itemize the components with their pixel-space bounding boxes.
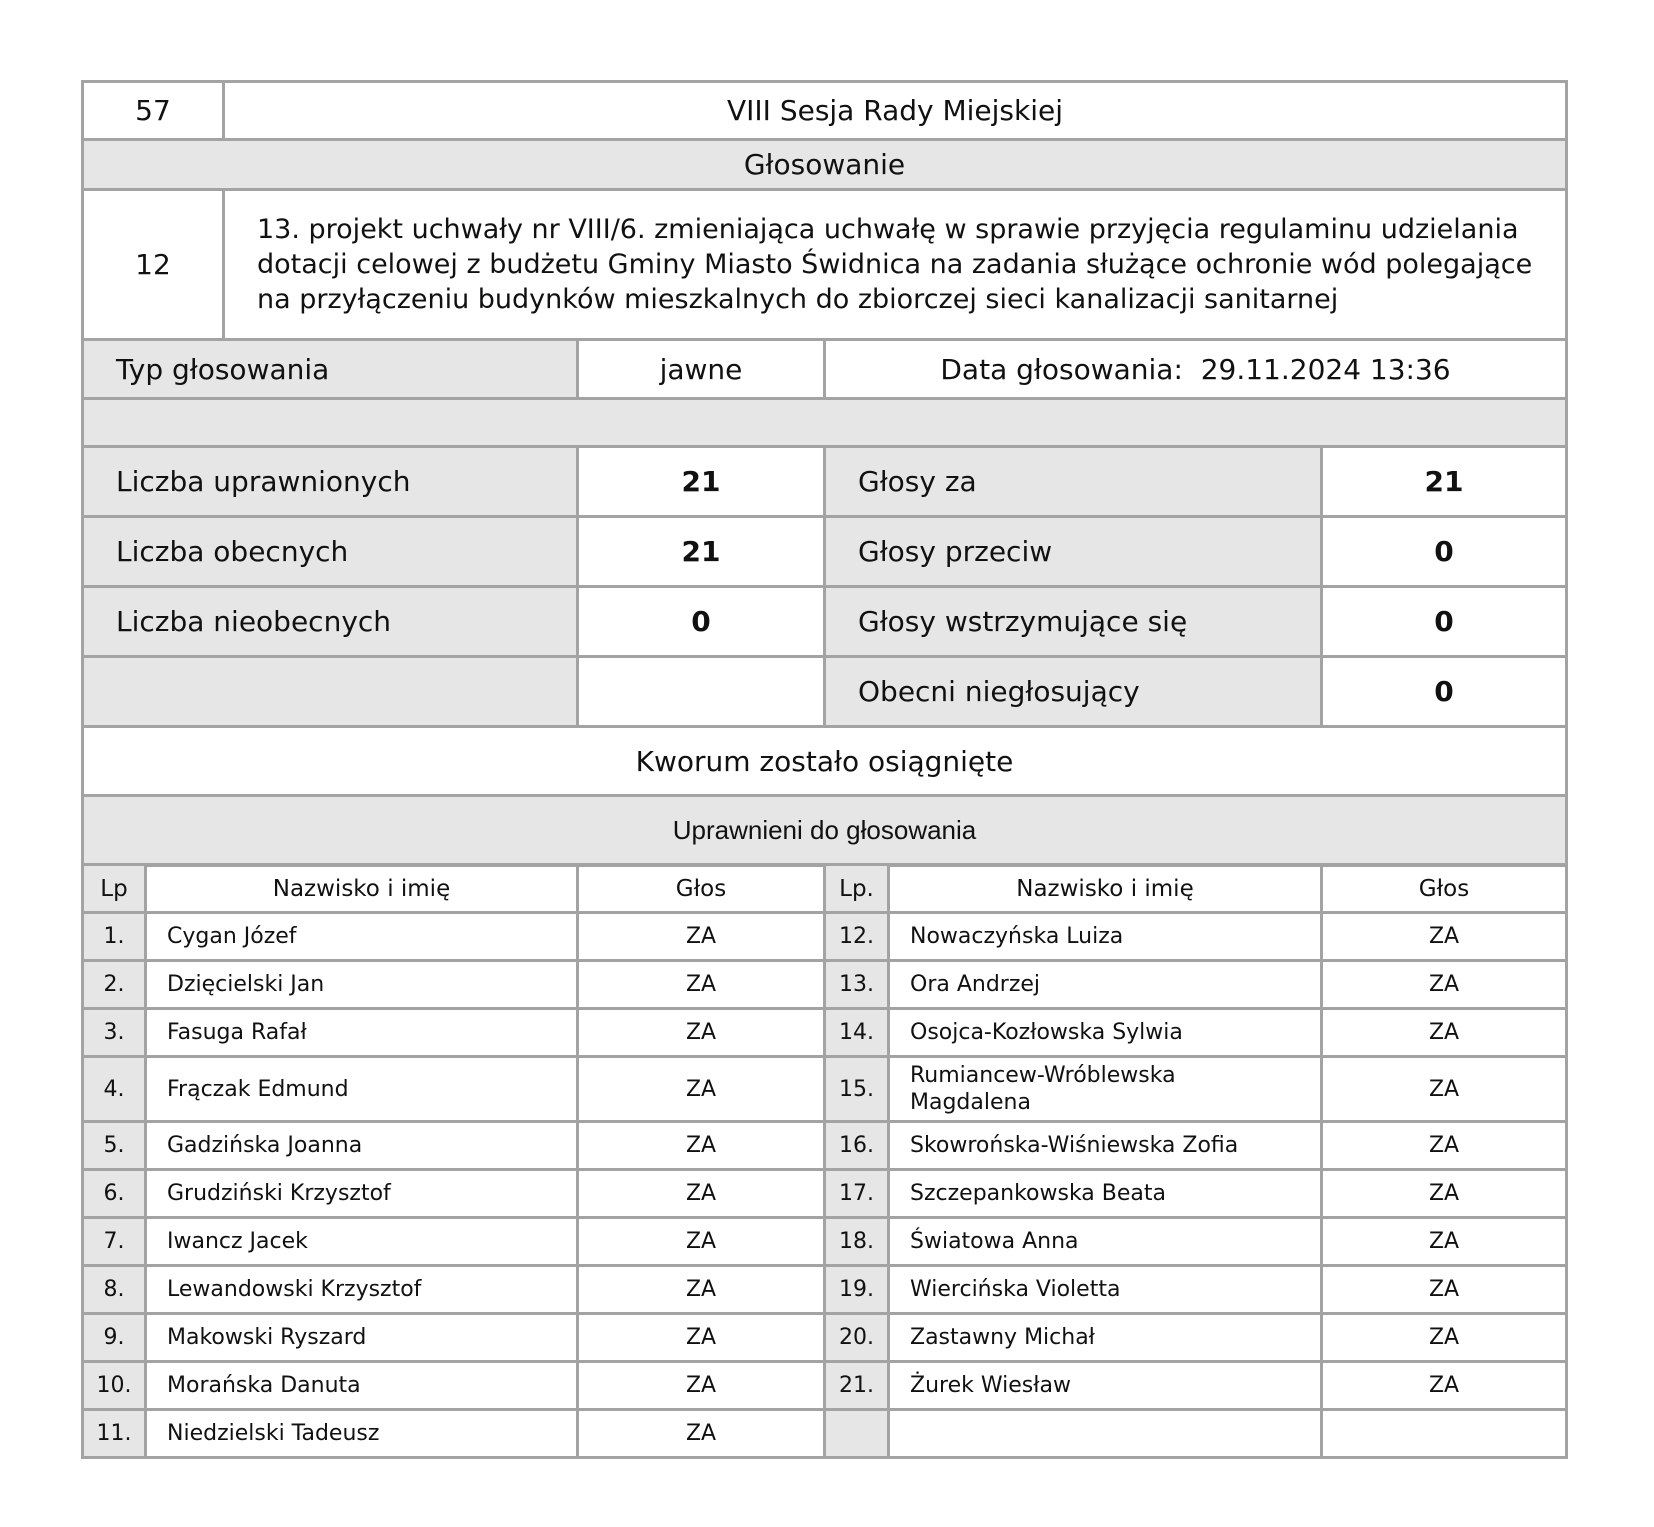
row-name: Ora Andrzej: [889, 961, 1322, 1009]
vote-date-label: Data głosowania:: [940, 352, 1183, 386]
row-name: Żurek Wiesław: [889, 1362, 1322, 1410]
nonvoting-value: 0: [1322, 657, 1567, 727]
col-vote-right: Głos: [1322, 865, 1567, 913]
row-name: Iwancz Jacek: [146, 1218, 578, 1266]
row-vote: ZA: [1322, 1170, 1567, 1218]
row-lp: 12.: [825, 913, 889, 961]
session-header-table: [81, 80, 1568, 341]
row-lp: 4.: [83, 1057, 146, 1122]
row-name: Frączak Edmund: [146, 1057, 578, 1122]
row-name: Nowaczyńska Luiza: [889, 913, 1322, 961]
col-vote-left: Głos: [578, 865, 825, 913]
table-row: [83, 1057, 1567, 1122]
row-vote: ZA: [578, 1410, 825, 1458]
vote-date: [825, 340, 1567, 399]
row-name: Gadzińska Joanna: [146, 1122, 578, 1170]
row-vote: ZA: [578, 1314, 825, 1362]
vote-type-value: jawne: [578, 340, 825, 399]
votes-abstain-value: 0: [1322, 587, 1567, 657]
row-vote: ZA: [1322, 1122, 1567, 1170]
row-lp: 9.: [83, 1314, 146, 1362]
row-lp: 17.: [825, 1170, 889, 1218]
row-name: Cygan Józef: [146, 913, 578, 961]
row-name: Morańska Danuta: [146, 1362, 578, 1410]
row-name: Fasuga Rafał: [146, 1009, 578, 1057]
entitled-value: 21: [578, 447, 825, 517]
row-vote: ZA: [578, 1218, 825, 1266]
table-row: [83, 961, 1567, 1009]
col-lp-left: Lp: [83, 865, 146, 913]
session-number: 57: [83, 82, 224, 140]
row-name: Lewandowski Krzysztof: [146, 1266, 578, 1314]
row-vote: ZA: [578, 1009, 825, 1057]
row-vote: ZA: [578, 1122, 825, 1170]
row-vote: ZA: [578, 1057, 825, 1122]
row-lp: 8.: [83, 1266, 146, 1314]
row-lp: 14.: [825, 1009, 889, 1057]
row-lp: 18.: [825, 1218, 889, 1266]
vote-topic: 13. projekt uchwały nr VIII/6. zmieniająca uchwałę w sprawie przyjęcia regulaminu udzielania dotacji celowej z budżetu Gminy Miasto Świdnica na zadania służące ochronie wód polegające na przyłączeniu budynków mieszkalnych do zbiorczej sieci kanalizacji sanitarnej: [224, 190, 1567, 340]
row-lp: 10.: [83, 1362, 146, 1410]
row-name: Osojca-Kozłowska Sylwia: [889, 1009, 1322, 1057]
table-row: [83, 1122, 1567, 1170]
row-lp: 16.: [825, 1122, 889, 1170]
present-value: 21: [578, 517, 825, 587]
row-vote: ZA: [1322, 1266, 1567, 1314]
voters-section-title: Uprawnieni do głosowania: [83, 796, 1567, 866]
entitled-label: Liczba uprawnionych: [83, 447, 578, 517]
row-vote: ZA: [1322, 1362, 1567, 1410]
empty-cell: [578, 657, 825, 727]
nonvoting-label: Obecni niegłosujący: [825, 657, 1322, 727]
row-lp: 21.: [825, 1362, 889, 1410]
row-vote: ZA: [1322, 1057, 1567, 1122]
row-vote: ZA: [1322, 913, 1567, 961]
row-vote: ZA: [578, 1266, 825, 1314]
row-name: Światowa Anna: [889, 1218, 1322, 1266]
row-vote: ZA: [578, 1362, 825, 1410]
spacer-row: [83, 399, 1567, 447]
table-row: [83, 913, 1567, 961]
table-row: [83, 1170, 1567, 1218]
row-name: Dzięcielski Jan: [146, 961, 578, 1009]
row-vote: ZA: [578, 961, 825, 1009]
row-name: Wiercińska Violetta: [889, 1266, 1322, 1314]
voters-header-row: [83, 865, 1567, 913]
stats-table: [81, 445, 1568, 867]
row-lp: 1.: [83, 913, 146, 961]
votes-abstain-label: Głosy wstrzymujące się: [825, 587, 1322, 657]
row-lp: 3.: [83, 1009, 146, 1057]
row-lp: 15.: [825, 1057, 889, 1122]
vote-info-table: [81, 338, 1568, 448]
voters-table: [81, 863, 1568, 1459]
vote-date-value: 29.11.2024 13:36: [1200, 352, 1451, 386]
votes-against-label: Głosy przeciw: [825, 517, 1322, 587]
empty-cell: [83, 657, 578, 727]
vote-type-label: Typ głosowania: [83, 340, 578, 399]
col-lp-right: Lp.: [825, 865, 889, 913]
row-vote: [1322, 1410, 1567, 1458]
row-vote: ZA: [1322, 961, 1567, 1009]
section-label: Głosowanie: [83, 140, 1567, 190]
row-lp: 19.: [825, 1266, 889, 1314]
row-vote: ZA: [1322, 1009, 1567, 1057]
row-vote: ZA: [1322, 1314, 1567, 1362]
row-lp: 2.: [83, 961, 146, 1009]
row-lp: 20.: [825, 1314, 889, 1362]
absent-value: 0: [578, 587, 825, 657]
row-vote: ZA: [1322, 1218, 1567, 1266]
row-lp: 5.: [83, 1122, 146, 1170]
table-row: [83, 1009, 1567, 1057]
row-lp: [825, 1410, 889, 1458]
session-title: VIII Sesja Rady Miejskiej: [224, 82, 1567, 140]
row-name: Skowrońska-Wiśniewska Zofia: [889, 1122, 1322, 1170]
table-row: [83, 1314, 1567, 1362]
row-vote: ZA: [578, 913, 825, 961]
row-name: [889, 1410, 1322, 1458]
row-name: Zastawny Michał: [889, 1314, 1322, 1362]
present-label: Liczba obecnych: [83, 517, 578, 587]
table-row: [83, 1218, 1567, 1266]
table-row: [83, 1266, 1567, 1314]
row-name: Rumiancew-Wróblewska Magdalena: [889, 1057, 1322, 1122]
votes-against-value: 0: [1322, 517, 1567, 587]
row-lp: 6.: [83, 1170, 146, 1218]
row-vote: ZA: [578, 1170, 825, 1218]
vote-number: 12: [83, 190, 224, 340]
row-name: Makowski Ryszard: [146, 1314, 578, 1362]
row-lp: 13.: [825, 961, 889, 1009]
row-lp: 7.: [83, 1218, 146, 1266]
col-name-right: Nazwisko i imię: [889, 865, 1322, 913]
row-name: Szczepankowska Beata: [889, 1170, 1322, 1218]
votes-for-label: Głosy za: [825, 447, 1322, 517]
table-row: [83, 1362, 1567, 1410]
votes-for-value: 21: [1322, 447, 1567, 517]
row-lp: 11.: [83, 1410, 146, 1458]
table-row: [83, 1410, 1567, 1458]
col-name-left: Nazwisko i imię: [146, 865, 578, 913]
absent-label: Liczba nieobecnych: [83, 587, 578, 657]
quorum-text: Kworum zostało osiągnięte: [83, 727, 1567, 796]
row-name: Grudziński Krzysztof: [146, 1170, 578, 1218]
row-name: Niedzielski Tadeusz: [146, 1410, 578, 1458]
